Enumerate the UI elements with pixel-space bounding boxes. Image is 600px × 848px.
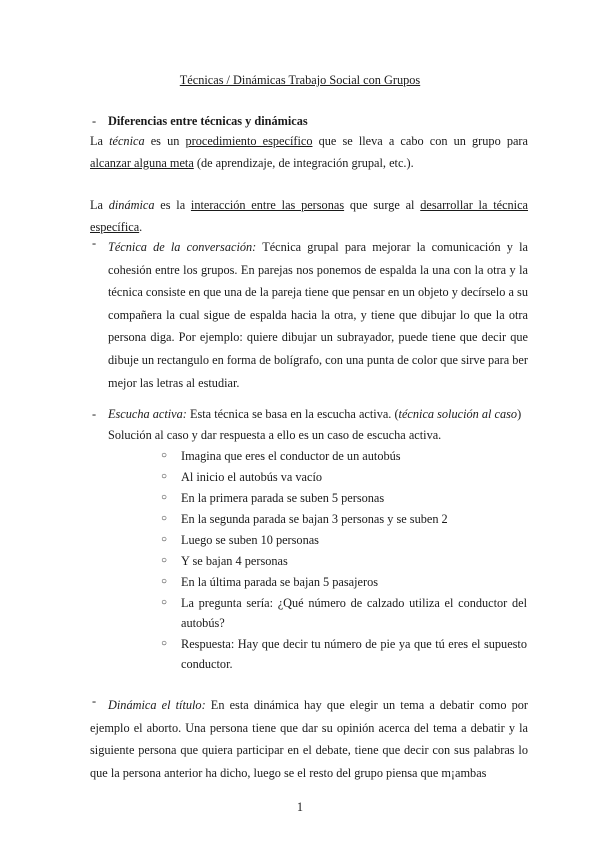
circle-bullet-icon: ○ xyxy=(161,597,168,608)
item-term: Escucha activa: xyxy=(108,407,187,421)
item-text: Técnica grupal para mejorar la comunicación y la cohesión entre los grupos. En parejas nos ponemos de espalda la una con la otra y la técnica consiste en que una de la pareja tiene que pensar en un objeto y decírselo a su compañera la cual sigue de espalda hacia la otra, y tiene que dibujar lo que la otra persona diga. Por ejemplo: quiere dibujar un subrayador, puede tiene que decir que dibuje un rectangulo en forma de bolígrafo, con una punta de color que sirve para ber mejor las letras al estudiar. xyxy=(108,240,528,390)
underlined-phrase: procedimiento específico xyxy=(185,134,313,148)
list-item-text: Al inicio el autobús va vacío xyxy=(181,470,323,484)
text-run: La xyxy=(90,134,110,148)
list-item-text: Imagina que eres el conductor de un autobús xyxy=(181,449,401,463)
circle-bullet-icon: ○ xyxy=(161,471,168,482)
text-run: (de aprendizaje, de integración grupal, etc.). xyxy=(193,156,414,170)
text-run: que se lleva a cabo con un grupo para xyxy=(312,134,528,148)
tecnica-definition xyxy=(90,130,528,174)
circle-bullet-icon: ○ xyxy=(161,555,168,566)
item-term: Técnica de la conversación: xyxy=(108,240,257,254)
document-title: Técnicas / Dinámicas Trabajo Social con Grupos xyxy=(179,73,421,87)
circle-bullet-icon: ○ xyxy=(161,450,168,461)
item-dash: - xyxy=(92,236,97,250)
text-run: La xyxy=(90,198,109,212)
item-dash: - xyxy=(92,694,97,708)
circle-bullet-icon: ○ xyxy=(161,576,168,587)
circle-bullet-icon: ○ xyxy=(161,638,168,649)
page-number: 1 xyxy=(296,800,304,814)
item-note: técnica solución al caso xyxy=(398,407,518,421)
list-item-text: La pregunta sería: ¿Qué número de calzado utiliza el conductor del autobús? xyxy=(181,596,527,630)
dinamica-definition xyxy=(90,194,528,238)
underlined-phrase: desarrollar la técnica específica xyxy=(90,198,529,234)
list-item-text: Luego se suben 10 personas xyxy=(181,533,319,547)
circle-bullet-icon: ○ xyxy=(161,513,168,524)
text-run: es la xyxy=(154,198,191,212)
heading-text: Diferencias entre técnicas y dinámicas xyxy=(108,114,308,128)
item-text: En esta dinámica hay que elegir un tema a debatir como por ejemplo el aborto. Una persona tiene que dar su opinión acerca del tema a debatir y la siguiente persona que quiera participar en el debate, tiene que decir con sus palabras lo que la persona anterior ha dicho, luego se el resto del grupo piensa que m¡ambas xyxy=(90,698,529,780)
list-item-text: En la segunda parada se bajan 3 personas y se suben 2 xyxy=(181,512,448,526)
term-tecnica: técnica xyxy=(109,134,145,148)
circle-bullet-icon: ○ xyxy=(161,492,168,503)
item-dash: - xyxy=(92,407,97,421)
term-dinamica: dinámica xyxy=(108,198,155,212)
underlined-phrase: alcanzar alguna meta xyxy=(90,156,194,170)
item-body xyxy=(108,236,528,394)
item-text: Esta técnica se basa en la escucha activa. ( xyxy=(186,407,399,421)
heading-dash: - xyxy=(92,114,97,128)
text-run: . xyxy=(139,220,143,234)
list-item-text: Y se bajan 4 personas xyxy=(181,554,288,568)
text-run: es un xyxy=(144,134,186,148)
list-item-text: Respuesta: Hay que decir tu número de pie ya que tú eres el supuesto conductor. xyxy=(181,637,527,671)
text-run: que surge al xyxy=(344,198,421,212)
item-term: Dinámica el título: xyxy=(108,698,206,712)
list-item-text: En la última parada se bajan 5 pasajeros xyxy=(181,575,379,589)
underlined-phrase: interacción entre las personas xyxy=(190,198,345,212)
item-body xyxy=(90,694,528,784)
item-body xyxy=(108,404,528,424)
item-text: ) xyxy=(517,407,522,421)
circle-bullet-icon: ○ xyxy=(161,534,168,545)
escucha-line-2: Solución al caso y dar respuesta a ello es un caso de escucha activa. xyxy=(108,428,442,442)
list-item-text: En la primera parada se suben 5 personas xyxy=(181,491,385,505)
